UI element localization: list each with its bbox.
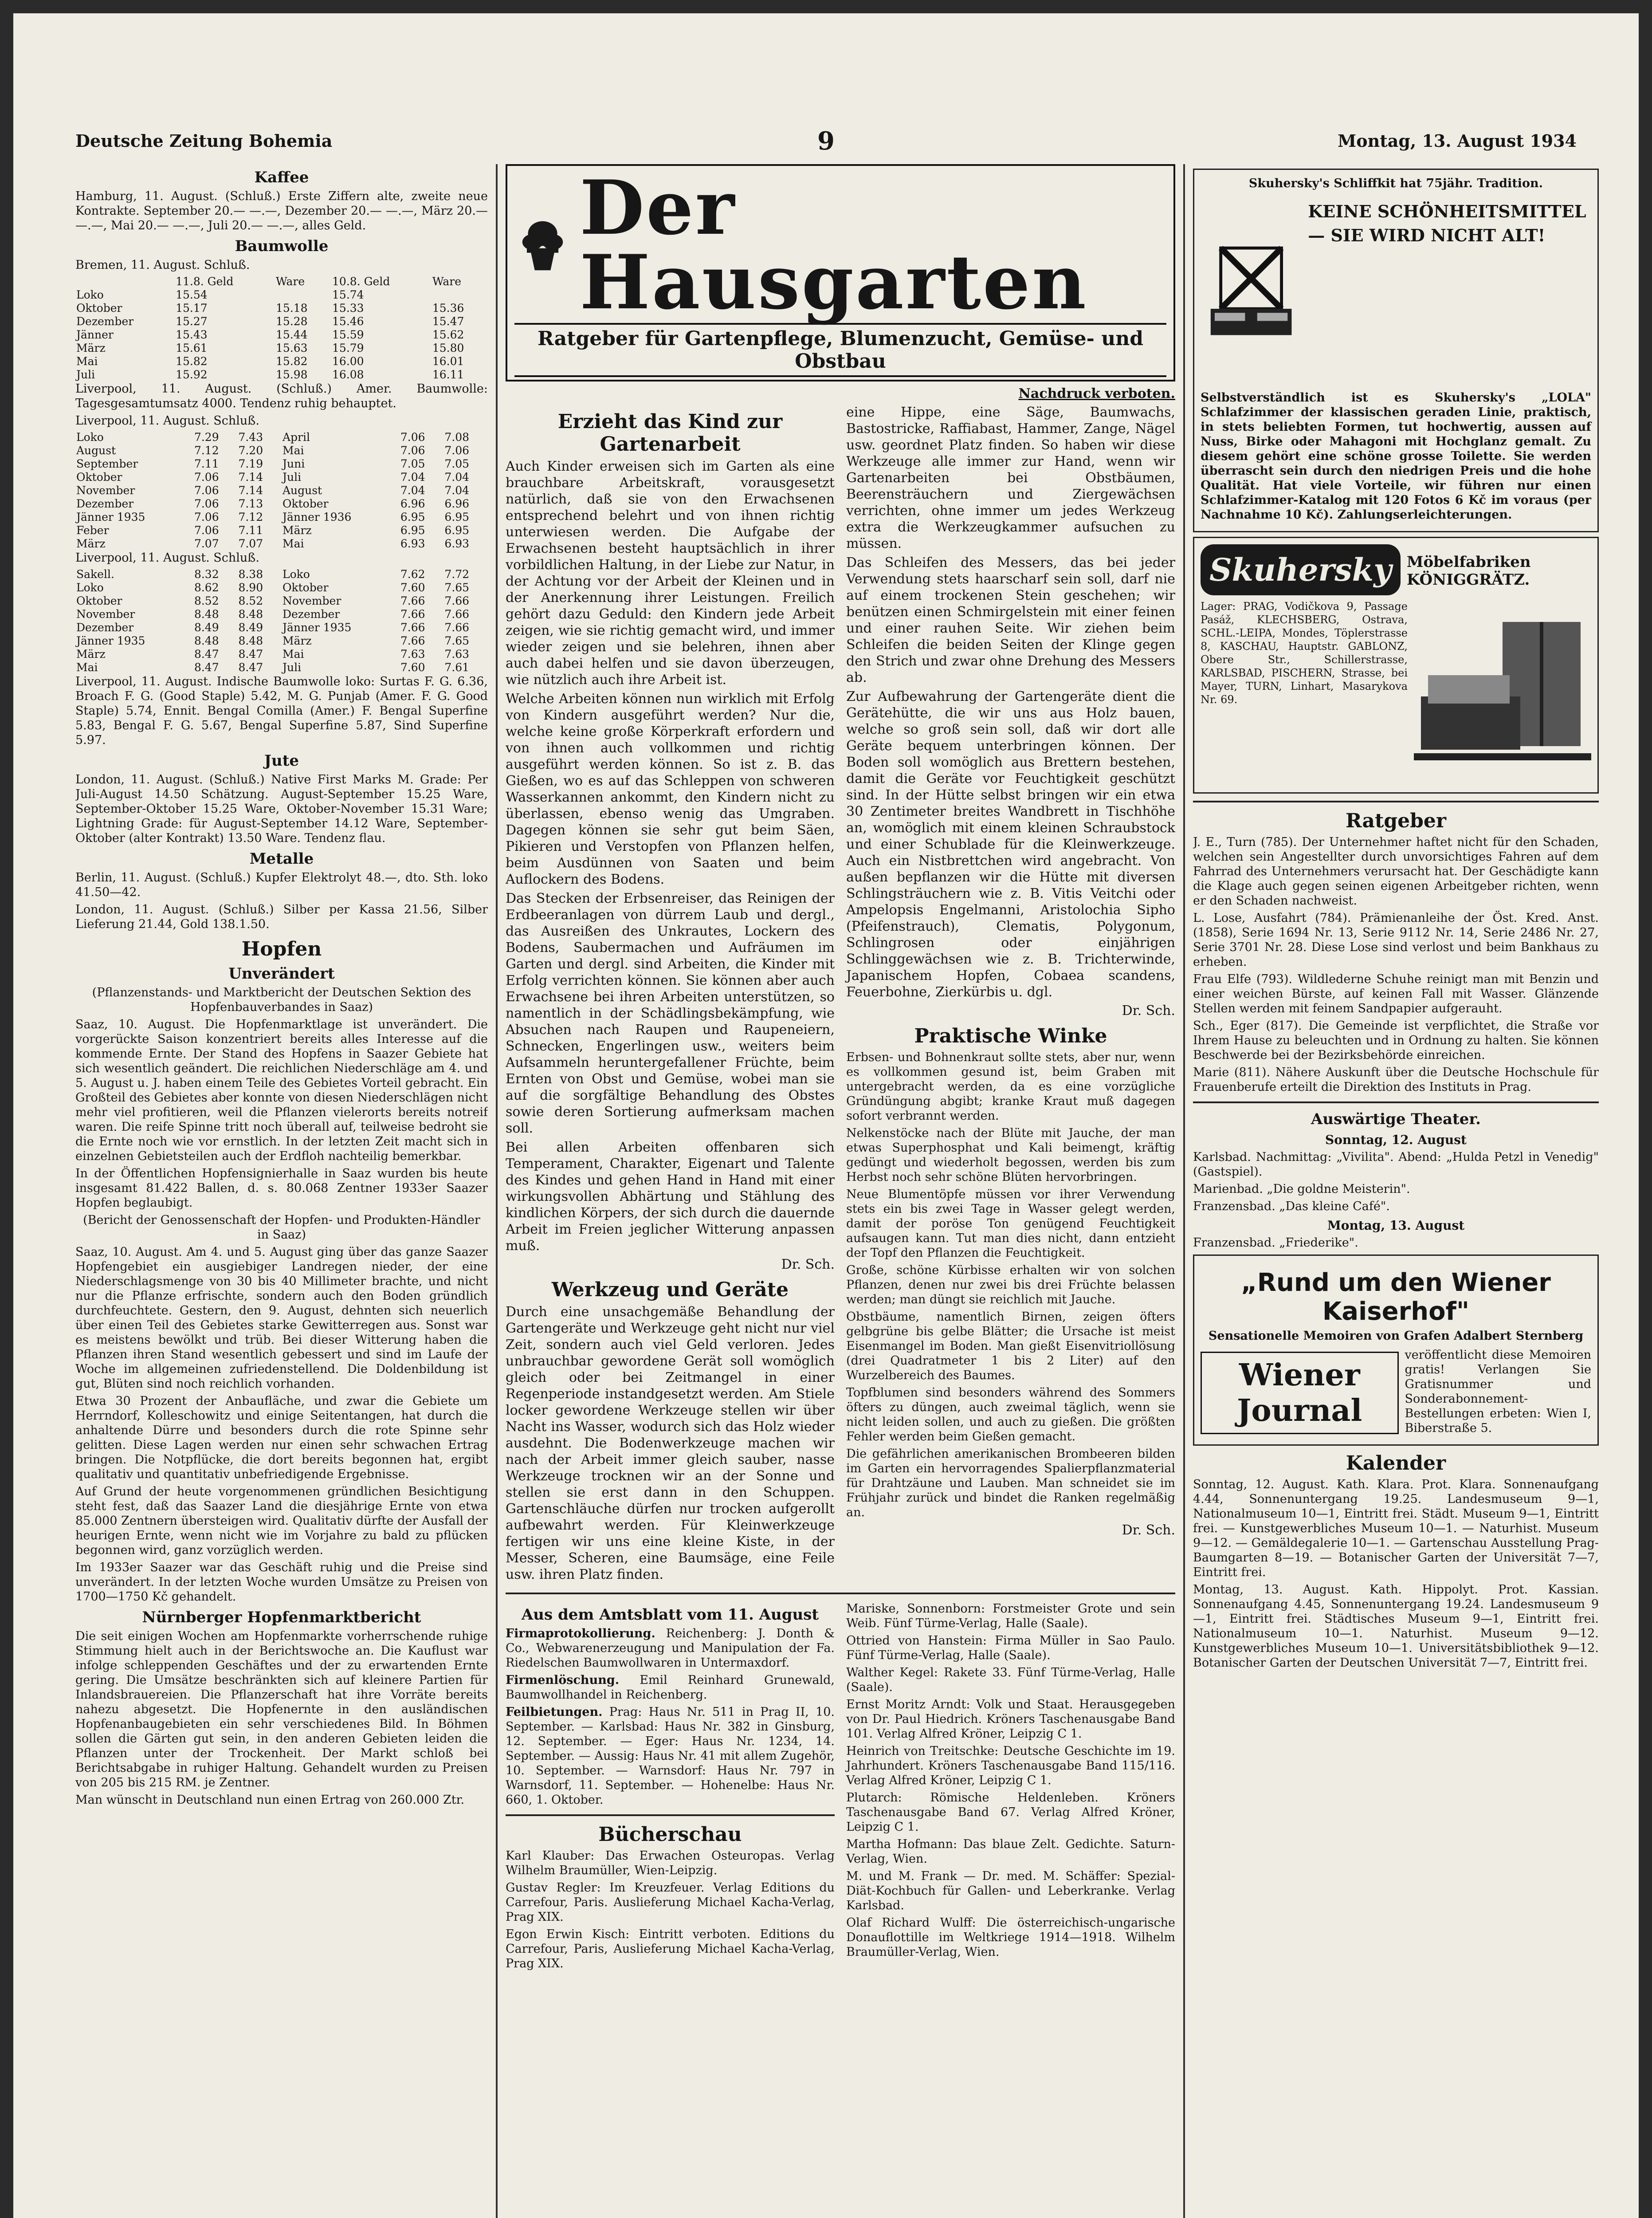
liverpool4-text: Liverpool, 11. August. Indische Baumwolle loko: Surtas F. G. 6.36, Broach F. G. (Good Staple) 5.42, M. G. Punjab (Amer. F. G. Good Staple) 5.74, Ennit. Bengal Comilla (Amer.) F. Bengal Superfine 5.83, Bengal F. G. 5.67, Bengal Superfine 5.87, Sind Superfine 5.97. [75, 675, 488, 747]
theater-entry: Marienbad. „Die goldne Meisterin". [1193, 1182, 1410, 1196]
table-cell: Oktober [76, 302, 122, 315]
table-cell: 8.32 [194, 568, 219, 581]
kaffee-text: Hamburg, 11. August. (Schluß.) Erste Ziffern alte, zweite neue Kontrakte. September 20.— —.—, Dezember 20.— —.—, März 20.— —.—, Mai 20.— —.—, Juli 20.— —.—, alles Geld. [75, 189, 488, 232]
table-cell: Dezember [76, 497, 134, 510]
table-row [75, 342, 488, 355]
table-row [75, 537, 488, 551]
table-cell: 7.19 [238, 457, 263, 470]
table-cell: 15.47 [432, 315, 464, 328]
jute-text: London, 11. August. (Schluß.) Native First Marks M. Grade: Per Juli-August 14.50 Schätzung. August-September 15.25 Ware, September-Oktober 15.25 Ware, Oktober-November 15.31 Ware; Lightning Grade: für August-September 14.12 Ware, September-Oktober (alter Kontrakt) 13.50 Ware. Tendenz flau. [75, 773, 488, 845]
table-cell: 7.12 [194, 444, 219, 457]
table-cell: 7.06 [194, 471, 219, 484]
book-entry: Karl Klauber: Das Erwachen Osteuropas. Verlag Wilhelm Braumüller, Wien-Leipzig. [506, 1849, 835, 1877]
hopfen-title: Hopfen [241, 938, 322, 960]
table-cell: Ware [275, 275, 305, 288]
table-cell: 15.54 [176, 288, 208, 301]
table-cell [275, 288, 331, 302]
metalle-text1: Berlin, 11. August. (Schluß.) Kupfer Elektrolyt 48.—, dto. Sth. loko 41.50—42. [75, 871, 488, 899]
liverpool2-table [75, 431, 488, 551]
table-cell: Dezember [76, 621, 134, 634]
table-cell: 10.8. Geld [332, 275, 390, 288]
table-cell: 15.17 [176, 302, 208, 315]
table-cell: 6.93 [444, 537, 470, 550]
kaffee-title: Kaffee [254, 169, 309, 186]
tip-paragraph: Topfblumen sind besonders während des Sommers öfters zu düngen, auch zweimal täglich, wenn sie nicht leiden sollen, und auch zu gießen. Die größten Fehler werden beim Gießen gemacht. [846, 1386, 1175, 1443]
table-cell: Dezember [76, 315, 134, 328]
theater-date: Sonntag, 12. August [1325, 1133, 1467, 1147]
masthead-title: Der Hausgarten [580, 164, 1088, 326]
table-cell [75, 275, 175, 288]
table-cell: 15.82 [176, 355, 208, 368]
table-cell: 7.07 [194, 537, 219, 550]
table-row [75, 431, 488, 444]
table-row [75, 315, 488, 328]
table-cell: Loko [76, 431, 104, 444]
table-row [75, 608, 488, 621]
section-rule [506, 1593, 1175, 1594]
table-cell: 15.27 [176, 315, 208, 328]
kalender-entry: Sonntag, 12. August. Kath. Klara. Prot. Klara. Sonnenaufgang 4.44, Sonnenuntergang 19.25. Landesmuseum 9—1, Nationalmuseum 10—1, Eintritt frei. Städt. Museum 9—1, Eintritt frei. — Kunstgewerbliches Museum 10—1. — Naturhist. Museum 9—12. — Gemäldegalerie 10—1. — Gartenschau Ausstellung Prag-Baumgarten 8—19. — Botanischer Garten der Universität 7—7, Eintritt frei. [1193, 1478, 1599, 1579]
table-cell: 7.65 [444, 634, 470, 647]
page-number: 9 [817, 126, 835, 156]
table-cell: August [282, 484, 322, 497]
book-entry: Ernst Moritz Arndt: Volk und Staat. Herausgegeben von Dr. Paul Hiedrich. Kröners Taschenausgabe Band 101. Verlag Alfred Kröner, Leipzig C 1. [846, 1698, 1175, 1741]
table-row [75, 497, 488, 511]
article-paragraph: Bei allen Arbeiten offenbaren sich Temperament, Charakter, Eigenart und Talente des Kindes und gehen Hand in Hand mit einer wirkungsvollen Abhärtung und Stählung des kindlichen Körpers, der sich durch die dauernde Arbeit im Freien jeglicher Witterung anpassen muß. [506, 1140, 835, 1254]
newspaper-name: Deutsche Zeitung Bohemia [75, 131, 333, 151]
article-paragraph: Durch eine unsachgemäße Behandlung der Gartengeräte und Werkzeuge geht nicht nur viel Zeit, sondern auch viel Geld verloren. Jedes unbrauchbar gewordene Gerät soll womöglich gleich oder bei Zeitmangel in einer Regenperiode instandgesetzt werden. Am Stiele locker gewordene Werkzeuge stellen wir über Nacht ins Wasser, wodurch sich das Holz wieder ausdehnt. Die Bodenwerkzeuge machen wir nach der Arbeit immer gleich sauber, nasse Werkzeuge trocknen wir an der Sonne und stellen sie erst dann in den Schuppen. Gartenschläuche dürfen nur trocken aufgerollt aufbewahrt werden. Für Kleinwerkzeuge fertigen wir uns eine kleine Kiste, in der Messer, Scheren, eine Baumsäge, eine Feile usw. ihren Platz finden. [506, 1304, 835, 1582]
table-cell: 15.82 [275, 355, 308, 368]
amtsblatt-sub: Firmenlöschung. [506, 1673, 620, 1687]
article-title: Erzieht das Kind zur Gartenarbeit [557, 410, 783, 456]
buecherschau-title: Bücherschau [598, 1823, 742, 1846]
table-header [75, 275, 488, 288]
hausgarten-masthead [506, 164, 1175, 381]
table-cell: Juli [76, 368, 95, 381]
hopfen-paragraph: In der Öffentlichen Hopfensignierhalle in Saaz wurden bis heute insgesamt 81.422 Ballen, d. s. 80.068 Zentner 1933er Saazer Hopfen beglaubigt. [75, 1167, 488, 1210]
liverpool2-line: Liverpool, 11. August. Schluß. [75, 414, 259, 428]
table-cell: 8.47 [194, 648, 219, 661]
table-row [75, 634, 488, 648]
table-cell: 15.18 [275, 302, 308, 315]
table-cell: 16.11 [432, 368, 464, 381]
ads-column [1193, 164, 1599, 2218]
table-cell: 7.04 [400, 471, 425, 484]
table-cell: Mai [282, 537, 304, 550]
table-cell: März [282, 634, 312, 647]
ratgeber-entry: J. E., Turn (785). Der Unternehmer haftet nicht für den Schaden, welchen sein Angestellter durch unvorsichtiges Fahren auf dem Fahrrad des Unternehmers verursacht hat. Der Geschädigte kann die Klage auch gegen seinen eigenen Arbeitgeber richten, wenn er den Schaden nachweist. [1193, 835, 1599, 908]
table-cell: 8.47 [194, 661, 219, 674]
table-cell: 7.13 [238, 497, 263, 510]
table-cell: Loko [76, 581, 104, 594]
amtsblatt-text: Reichenberg: J. Donth & Co., Webwarenerzeugung und Manipulation der Fa. Riedelschen Baumwollwaren in Untermaxdorf. [506, 1627, 835, 1670]
book-entry: Egon Erwin Kisch: Eintritt verboten. Editions du Carrefour, Paris, Auslieferung Michael Kacha-Verlag, Prag XIX. [506, 1927, 835, 1970]
ratgeber-entry: L. Lose, Ausfahrt (784). Prämienanleihe der Öst. Kred. Anst. (1858), Serie 1694 Nr. 13, Serie 9112 Nr. 14, Serie 2486 Nr. 27, Serie 3701 Nr. 28. Diese Lose sind verlost und beim Bankhaus zu erheben. [1193, 911, 1599, 969]
table-cell: 8.62 [194, 581, 219, 594]
article-paragraph: eine Hippe, eine Säge, Baumwachs, Bastostricke, Raffiabast, Hammer, Zange, Nägel usw. geordnet Platz finden. So haben wir diese Werkzeuge alle immer zur Hand, wenn wir Gartenarbeiten bei Obstbäumen, Beerensträuchern und Ziergewächsen verrichten, ohne immer um jedes Werkzeug extra die Werkzeugkammer aufsuchen zu müssen. [846, 405, 1175, 551]
table-row [75, 302, 488, 315]
ad-text: veröffentlicht diese Memoiren gratis! Verlangen Sie Gratisnummer und Sonderabonnement-Bestellungen erbeten: Wien I, Biberstraße 5. [1405, 1348, 1591, 1435]
article-signature: Dr. Sch. [781, 1257, 835, 1272]
theater-entry: Karlsbad. Nachmittag: „Vivilita". Abend: „Hulda Petzl in Venedig" (Gastspiel). [1193, 1150, 1599, 1179]
table-cell: 15.59 [332, 328, 364, 341]
table-cell: 6.95 [444, 524, 470, 537]
table-row [75, 471, 488, 484]
table-cell: 7.43 [238, 431, 263, 444]
table-row [75, 368, 488, 381]
plant-pot-icon [514, 212, 571, 278]
table-cell: 7.29 [194, 431, 219, 444]
table-cell: 7.20 [238, 444, 263, 457]
newspaper-page [13, 13, 1639, 2218]
table-cell: 7.06 [400, 444, 425, 457]
table-cell: 8.52 [238, 594, 263, 607]
table-cell: 15.62 [432, 328, 464, 341]
page-header [75, 126, 1577, 162]
book-entry: Mariske, Sonnenborn: Forstmeister Grote und sein Weib. Fünf Türme-Verlag, Halle (Saale). [846, 1602, 1175, 1630]
amtsblatt-sub: Feilbietungen. [506, 1705, 603, 1719]
table-cell: 7.06 [400, 431, 425, 444]
ad-title: „Rund um den Wiener Kaiserhof" [1241, 1268, 1551, 1326]
metalle-title: Metalle [249, 850, 314, 868]
article-title: Werkzeug und Geräte [551, 1278, 789, 1301]
table-cell: 7.04 [400, 484, 425, 497]
amtsblatt-text: Prag: Haus Nr. 511 in Prag II, 10. September. — Karlsbad: Haus Nr. 382 in Ginsburg, 12. September. — Eger: Haus Nr. 1234, 14. September. — Aussig: Haus Nr. 41 mit allem Zugehör, 10. September. — Warnsdorf: Haus Nr. 797 in Warnsdorf, 11. September. — Hohenelbe: Haus Nr. 660, 1. Oktober. [506, 1705, 835, 1807]
table-cell [432, 288, 488, 302]
table-row [75, 581, 488, 594]
ratgeber-entry: Sch., Eger (817). Die Gemeinde ist verpflichtet, die Straße vor Ihrem Hause zu beleuchten und in Ordnung zu halten. Sie können Beschwerde bei der Bezirksbehörde einreichen. [1193, 1019, 1599, 1062]
section-rule [506, 1814, 835, 1816]
table-cell: 7.66 [444, 621, 470, 634]
table-cell: Jänner 1935 [76, 634, 145, 647]
article-signature: Dr. Sch. [1122, 1522, 1175, 1538]
table-cell: 7.14 [238, 471, 263, 484]
table-cell: 8.48 [238, 634, 263, 647]
metalle-text2: London, 11. August. (Schluß.) Silber per Kassa 21.56, Silber Lieferung 21.44, Gold 138.1.50. [75, 903, 488, 931]
table-cell: 6.96 [400, 497, 425, 510]
table-cell: 7.04 [444, 484, 470, 497]
table-cell: 8.47 [238, 661, 263, 674]
table-cell: Mai [282, 648, 304, 661]
theater-date: Montag, 13. August [1327, 1218, 1465, 1233]
article-paragraph: Welche Arbeiten können nun wirklich mit Erfolg von Kindern ausgeführt werden? Nur die, welche keine große Körperkraft erfordern und von ihnen auch vollkommen und richtig ausgeführt werden können. So ist z. B. das Gießen, wo es auf das Schleppen von schweren Wasserkannen ankommt, den Kindern nicht zu überlassen, ebenso wenig das Umgraben. Dagegen können sie sehr gut beim Säen, Pikieren und Verstopfen von Pflanzen helfen, beim Ausdünnen von Saaten und beim Auflockern des Bodens. [506, 691, 835, 887]
tip-paragraph: Die gefährlichen amerikanischen Brombeeren bilden im Garten ein hervorragendes Spalierpflanzmaterial für Drahtzäune und Lauben. Man schneidet sie im Frühjahr zurück und bindet die Ranken regelmäßig an. [846, 1447, 1175, 1519]
table-cell: 15.74 [332, 288, 364, 301]
table-cell: 6.95 [400, 524, 425, 537]
book-entry: Olaf Richard Wulff: Die österreichisch-ungarische Donauflottille im Weltkriege 1914—1918. Wilhelm Braumüller-Verlag, Wien. [846, 1916, 1175, 1959]
book-entry: M. und M. Frank — Dr. med. M. Schäffer: Spezial-Diät-Kochbuch für Gallen- und Leberkranke. Verlag Karlsbad. [846, 1869, 1175, 1912]
table-cell: April [282, 431, 310, 444]
ad-text: Lager: PRAG, Vodičkova 9, Passage Pasáž, KLECHSBERG, Ostrava, SCHL.-LEIPA, Mondes, Töplerstrasse 8, KASCHAU, Hauptstr. GABLONZ, Obere Str., Schillerstrasse, KARLSBAD, PISCHERN, Strasse, bei Mayer, TURN, Linhart, Masarykova Nr. 69. [1201, 600, 1408, 706]
liverpool3-line: Liverpool, 11. August. Schluß. [75, 551, 259, 565]
table-cell: September [76, 457, 138, 470]
table-cell: 16.08 [332, 368, 364, 381]
theater-entry: Franzensbad. „Friederike". [1193, 1236, 1358, 1250]
amtsblatt-text: Emil Reinhard Grunewald, Baumwollhandel in Reichenberg. [506, 1673, 835, 1702]
table-cell: 8.49 [194, 621, 219, 634]
table-cell: Jänner 1935 [282, 621, 352, 634]
table-cell: 7.05 [444, 457, 470, 470]
table-cell: 7.62 [400, 568, 425, 581]
table-row [75, 648, 488, 661]
table-cell: November [76, 608, 135, 621]
table-cell: 7.72 [444, 568, 470, 581]
lower-right [846, 1601, 1175, 1974]
table-cell: 7.63 [400, 648, 425, 661]
kalender-title: Kalender [1346, 1452, 1446, 1475]
table-cell: 8.48 [238, 608, 263, 621]
moebel-ad [1193, 537, 1599, 794]
bremen-table [75, 275, 488, 381]
reprint-notice: Nachdruck verboten. [1018, 386, 1175, 401]
wiener-journal-ad [1193, 1255, 1599, 1446]
section-rule [1193, 1101, 1599, 1103]
table-cell: 7.66 [444, 608, 470, 621]
table-cell: 15.33 [332, 302, 364, 315]
table-cell: Loko [76, 288, 104, 301]
ratgeber-title: Ratgeber [1345, 810, 1447, 832]
tip-paragraph: Erbsen- und Bohnenkraut sollte stets, aber nur, wenn es vollkommen gesund ist, beim Graben mit untergebracht werden, da es eine vorzügliche Gründüngung abgibt; kranke Kraut muß dagegen sofort verbrannt werden. [846, 1050, 1175, 1123]
tip-paragraph: Nelkenstöcke nach der Blüte mit Jauche, der man etwas Superphosphat und Kali beimengt, kräftig gedüngt und wiederholt begossen, werden bis zum Herbst noch sehr schöne Blüten hervorbringen. [846, 1126, 1175, 1184]
table-cell: Jänner 1935 [76, 511, 145, 523]
jute-title: Jute [264, 752, 299, 770]
nuernberg-end: Man wünscht in Deutschland nun einen Ertrag von 260.000 Ztr. [75, 1793, 465, 1807]
brand-logo: Skuhersky [1201, 544, 1401, 595]
table-cell: Sakell. [76, 568, 114, 581]
table-cell: 8.48 [194, 634, 219, 647]
table-cell: Mai [76, 661, 98, 674]
table-cell: 6.96 [444, 497, 470, 510]
table-cell: August [76, 444, 116, 457]
book-entry: Gustav Regler: Im Kreuzfeuer. Verlag Editions du Carrefour, Paris. Auslieferung Michael Kacha-Verlag, Prag XIX. [506, 1881, 835, 1924]
table-cell: 7.06 [194, 497, 219, 510]
table-cell: 7.14 [238, 484, 263, 497]
book-entry: Plutarch: Römische Heldenleben. Kröners Taschenausgabe Band 67. Verlag Alfred Kröner, Leipzig C 1. [846, 1791, 1175, 1834]
book-entry: Ottried von Hanstein: Firma Müller in Sao Paulo. Fünf Türme-Verlag, Halle (Saale). [846, 1634, 1175, 1662]
kalender-entry: Montag, 13. August. Kath. Hippolyt. Prot. Kassian. Sonnenaufgang 4.45, Sonnenuntergang 19.24. Landesmuseum 9—1, Eintritt frei. Städtisches Museum 9—1, Eintritt frei. Nationalmuseum 10—1. Naturhist. Museum 9—12. Kunstgewerbliches Museum 10—1. Universitätsbibliothek 9—12. Botanischer Garten der Deutschen Universität 7—7, Eintritt frei. [1193, 1583, 1599, 1670]
table-cell: 7.66 [400, 608, 425, 621]
table-cell: November [76, 484, 135, 497]
table-cell: 8.90 [238, 581, 263, 594]
table-row [75, 524, 488, 537]
table-cell: November [282, 594, 341, 607]
table-cell: 11.8. Geld [176, 275, 234, 288]
table-cell: 7.06 [444, 444, 470, 457]
table-cell: 7.66 [400, 621, 425, 634]
table-cell: 7.61 [444, 661, 470, 674]
theater-title: Auswärtige Theater. [1311, 1110, 1481, 1128]
baumwolle-title: Baumwolle [235, 237, 329, 255]
market-column [75, 164, 488, 2218]
table-cell: 15.28 [275, 315, 308, 328]
table-cell: Jänner [76, 328, 114, 341]
table-cell: März [282, 524, 312, 537]
hausgarten-body [506, 404, 1175, 1585]
table-cell: 15.61 [176, 342, 208, 354]
table-cell: Oktober [76, 471, 122, 484]
table-cell: März [76, 648, 106, 661]
column-rule [496, 164, 498, 2218]
hopfen-subtitle: Unverändert [228, 965, 335, 983]
table-cell: 6.95 [444, 511, 470, 523]
liverpool1-text: Liverpool, 11. August. (Schluß.) Amer. Baumwolle: Tagesgesamtumsatz 4000. Tendenz ruhig behauptet. [75, 382, 488, 410]
hopfen-paragraph: Etwa 30 Prozent der Anbaufläche, und zwar die Gebiete um Herrndorf, Kolleschowitz und einige Seitentangen, hat durch die anhaltende Dürre und besonders durch die rote Spinne sehr gelitten. Diese Lagen werden nur einen sehr schwachen Ertrag bringen. Die Notpflücke, die dort bereits begonnen hat, ergibt qualitativ und quantitativ unbefriedigende Ergebnisse. [75, 1394, 488, 1481]
table-cell: 7.66 [400, 594, 425, 607]
table-cell: Jänner 1936 [282, 511, 352, 523]
table-cell: 15.98 [275, 368, 308, 381]
issue-date: Montag, 13. August 1934 [1338, 131, 1577, 151]
table-cell: 7.60 [400, 581, 425, 594]
table-cell: Feber [76, 524, 109, 537]
tip-paragraph: Große, schöne Kürbisse erhalten wir von solchen Pflanzen, denen nur zwei bis drei Früchte belassen werden; man düngt sie reichlich mit Jauche. [846, 1263, 1175, 1306]
tip-paragraph: Obstbäume, namentlich Birnen, zeigen öfters gelbgrüne bis gelbe Blätter; die Ursache ist meist Eisenmangel im Boden. Man gießt Eisenvitriollösung (drei Quadratmeter 1 bis 2 Liter) auf den Wurzelbereich des Baumes. [846, 1310, 1175, 1382]
lower-section [506, 1601, 1175, 1974]
table-cell: 7.05 [400, 457, 425, 470]
hausgarten-section [506, 164, 1175, 2218]
table-row [75, 444, 488, 457]
table-cell: Oktober [282, 581, 329, 594]
article-title: Praktische Winke [914, 1025, 1107, 1047]
table-row [75, 661, 488, 674]
vanity-mirror-illustration [1201, 195, 1302, 386]
ratgeber-entry: Frau Elfe (793). Wildlederne Schuhe reinigt man mit Benzin und einer weichen Bürste, auf keinen Fall mit Wasser. Glänzende Stellen werden mit feinem Sandpapier aufgerauht. [1193, 972, 1599, 1015]
hopfen-paragraph: Saaz, 10. August. Die Hopfenmarktlage ist unverändert. Die vorgerückte Saison konzentriert bereits alles Interesse auf die kommende Ernte. Der Stand des Hopfens in Saazer Gebiete hat sich wesentlich geändert. Die reichlichen Niederschläge am 4. und 5. August u. J. haben einem Teile des Gebietes Vorteil gebracht. Ein Großteil des Gebietes aber konnte von diesen Niederschlägen nicht mehr viel profitieren, weil die Pflanzen vielerorts bereits notreif waren. Die reife Spinne tritt noch überall auf, teilweise bedroht sie die Ernte noch wie vor ernstlich. In der letzten Zeit macht sich in einzelnen Gebietsteilen auch der Erdfloh nachteilig bemerkbar. [75, 1018, 488, 1163]
section-rule [1193, 801, 1599, 802]
table-cell: 8.47 [238, 648, 263, 661]
table-cell: 7.11 [194, 457, 219, 470]
table-cell: 7.65 [444, 581, 470, 594]
wardrobe-illustration [1414, 600, 1591, 786]
table-cell: Juni [282, 457, 305, 470]
ad-subtitle: Sensationelle Memoiren von Grafen Adalbert Sternberg [1208, 1329, 1584, 1343]
masthead-subtitle: Ratgeber für Gartenpflege, Blumenzucht, Gemüse- und Obstbau [514, 323, 1166, 377]
hopfen-paragraph: Auf Grund der heute vorgenommenen gründlichen Besichtigung steht fest, daß das Saazer Land die diesjährige Ernte von etwa 85.000 Zentnern übersteigen wird. Qualitativ dürfte der Ausfall der heurigen Ernte, wenn nicht wie im Vorjahre zu bald zu pflücken begonnen wird, ganz vorzüglich werden. [75, 1485, 488, 1557]
table-cell: 7.12 [238, 511, 263, 523]
table-row [75, 288, 488, 302]
table-cell: Oktober [76, 594, 122, 607]
ad-slogan: KEINE SCHÖNHEITSMITTEL — SIE WIRD NICHT ALT! [1308, 201, 1586, 245]
nuernberg-title: Nürnberger Hopfenmarktbericht [142, 1608, 421, 1626]
table-cell: Mai [282, 444, 304, 457]
lower-left [506, 1601, 835, 1974]
table-cell: 8.49 [238, 621, 263, 634]
skuhersky-ad [1193, 169, 1599, 532]
table-cell: 7.06 [194, 484, 219, 497]
book-entry: Martha Hofmann: Das blaue Zelt. Gedichte. Saturn-Verlag, Wien. [846, 1837, 1175, 1866]
table-cell: 15.80 [432, 342, 464, 354]
table-cell: 16.00 [332, 355, 364, 368]
table-cell: 7.06 [194, 524, 219, 537]
table-cell: 7.60 [400, 661, 425, 674]
table-row [75, 568, 488, 581]
table-cell: Juli [282, 471, 302, 484]
table-cell: März [76, 342, 106, 354]
table-cell: 15.79 [332, 342, 364, 354]
hopfen-paragraph: Im 1933er Saazer war das Geschäft ruhig und die Preise sind unverändert. In der letzten Woche wurden Umsätze zu Preisen von 1700—1750 Kč gehandelt. [75, 1561, 488, 1604]
hopfen-bericht: (Pflanzenstands- und Marktbericht der Deutschen Sektion des Hopfenbauverbandes in Saaz) [92, 986, 471, 1014]
table-cell: Dezember [282, 608, 340, 621]
table-cell: 7.66 [400, 634, 425, 647]
table-row [75, 484, 488, 497]
table-cell: 7.08 [444, 431, 470, 444]
table-row [75, 355, 488, 368]
table-cell: 15.44 [275, 328, 308, 341]
amtsblatt-sub: Firmaprotokollierung. [506, 1627, 655, 1640]
table-cell: 8.48 [194, 608, 219, 621]
liverpool3-table [75, 568, 488, 674]
table-cell: 15.92 [176, 368, 208, 381]
table-cell: Oktober [282, 497, 329, 510]
amtsblatt-title: Aus dem Amtsblatt vom 11. August [521, 1606, 819, 1624]
table-cell: Juli [282, 661, 302, 674]
table-cell: 15.46 [332, 315, 364, 328]
table-cell: 15.63 [275, 342, 308, 354]
table-cell: 15.36 [432, 302, 464, 315]
table-cell: 6.95 [400, 511, 425, 523]
table-cell: März [76, 537, 106, 550]
table-cell: 8.52 [194, 594, 219, 607]
hausgarten-left [506, 404, 835, 1585]
table-cell: 7.04 [444, 471, 470, 484]
table-cell: 6.93 [400, 537, 425, 550]
table-row [75, 511, 488, 524]
table-cell: 15.43 [176, 328, 208, 341]
article-paragraph: Das Schleifen des Messers, das bei jeder Verwendung stets haarscharf sein soll, darf nie auf einem trockenen Stein geschehen; wir benützen einen Schmirgelstein mit einer feinen und einer rauhen Seite. Wir ziehen beim Schleifen die beiden Seiten der Klinge gegen den Strich und zwar ohne Drehung des Messers ab. [846, 555, 1175, 685]
book-entry: Heinrich von Treitschke: Deutsche Geschichte im 19. Jahrhundert. Kröners Taschenausgabe Band 115/116. Verlag Alfred Kröner, Leipzig C 1. [846, 1744, 1175, 1787]
table-row [75, 457, 488, 471]
book-entry: Walther Kegel: Rakete 33. Fünf Türme-Verlag, Halle (Saale). [846, 1666, 1175, 1694]
table-row [75, 594, 488, 608]
ad-headline: Möbelfabriken KÖNIGGRÄTZ. [1406, 553, 1531, 589]
table-cell: 7.07 [238, 537, 263, 550]
article-paragraph: Zur Aufbewahrung der Gartengeräte dient die Gerätehütte, die wir uns aus Holz bauen, welche so groß sein soll, daß wir dort alle Geräte bequem unterbringen können. Der Boden soll womöglich aus Brettern bestehen, damit die Geräte vor Feuchtigkeit geschützt sind. In der Hütte selbst bringen wir ein etwa 30 Zentimeter breites Wandbrett in Tischhöhe an, womöglich mit einem kleinen Schraubstock und einer Schublade für die Kleinwerkzeuge. Auch ein Nistbrettchen wird angebracht. Von außen bepflanzen wir die Hütte mit diversen Schlingsträuchern wie z. B. Vitis Veitchi oder Ampelopsis Engelmanni, Aristolochia Sipho (Pfeifenstrauch), Clematis, Polygonum, Schlingrosen oder einjährigen Schlinggewächsen wie z. B. Trichterwinde, Japanischem Hopfen, Cobaea scandens, Feuerbohne, Zierkürbis u. dgl. [846, 689, 1175, 1000]
bremen-line: Bremen, 11. August. Schluß. [75, 258, 250, 272]
table-cell: 7.63 [444, 648, 470, 661]
table-cell: 7.06 [194, 511, 219, 523]
journal-logo: Wiener Journal [1201, 1352, 1399, 1434]
hausgarten-right [846, 404, 1175, 1585]
table-cell: Loko [282, 568, 310, 581]
table-row [75, 621, 488, 634]
column-rule [1183, 164, 1185, 2218]
hopfen-paragraph: Saaz, 10. August. Am 4. und 5. August ging über das ganze Saazer Hopfengebiet ein ausgiebiger Landregen nieder, der eine Niederschlagsmenge von 30 bis 40 Millimeter brachte, und nicht nur die Pflanze erfrischte, sondern auch den Boden gründlich durchfeuchtete. Gestern, den 9. August, dehnten sich neuerlich über einen Teil des Gebietes starke Gewitterregen aus. Sonst war es meistens bewölkt und trüb. Bei dieser Witterung haben die Pflanzen ihren Stand wesentlich gebessert und sind im Laufe der Woche im allgemeinen zufriedenstellend. Die Doldenbildung ist gut, Blüten sind noch reichlich vorhanden. [75, 1245, 488, 1391]
article-paragraph: Das Stecken der Erbsenreiser, das Reinigen der Erdbeeranlagen von dürrem Laub und dergl., das Ausreißen des Unkrautes, Lockern des Bodens, Saubermachen und Aufräumen im Garten und dergl. sind Arbeiten, die Kinder mit Erfolg verrichten können. Sie können aber auch Erwachsene bei ihren Arbeiten unterstützen, so namentlich in der Schädlingsbekämpfung, wie Absuchen nach Raupen und Raupeneiern, Schnecken, Engerlingen usw., weiters beim Aufsammeln heruntergefallener Früchte, beim Ernten von Obst und Gemüse, wobei man sie auf die sorgfältige Behandlung des Obstes sowie deren Sortierung aufmerksam machen soll. [506, 891, 835, 1136]
table-cell: Ware [432, 275, 462, 288]
table-row [75, 328, 488, 342]
article-signature: Dr. Sch. [1122, 1003, 1175, 1019]
ad-text: Selbstverständlich ist es Skuhersky's „LOLA" Schlafzimmer der klassischen geraden Linie, praktisch, in stets beliebten Formen, tut hochwertig, aussen auf Nuss, Birke oder Mahagoni mit Hochglanz gemalt. Zu diesem gehört eine schöne grosse Toilette. Sie werden überrascht sein durch den niedrigen Preis und die hohe Qualität. Hat viele Vorteile, wir führen nur einen Schlafzimmer-Katalog mit 120 Fotos 6 Kč im voraus (per Nachnahme 10 Kč). Zahlungserleichterungen. [1201, 391, 1591, 522]
article-paragraph: Auch Kinder erweisen sich im Garten als eine brauchbare Arbeitskraft, vorausgesetzt natürlich, daß sie von den Erwachsenen entsprechend belehrt und von ihnen richtig unterwiesen werden. Die Aufgabe der Erwachsenen besteht hauptsächlich in ihrer vorbildlichen Haltung, in der Liebe zur Natur, in der Achtung vor der Arbeit der Kleinen und in der Anerkennung ihrer Leistungen. Freilich gehört dazu Geduld: den Kindern jede Arbeit zeigen, wie sie richtig gemacht wird, und immer wieder zeigen und sie belehren, ihnen aber auch dabei helfen und sie davon überzeugen, wie nützlich auch ihre Arbeit ist. [506, 459, 835, 688]
table-cell: 7.11 [238, 524, 263, 537]
table-cell: 16.01 [432, 355, 464, 368]
nuernberg-paragraph: Die seit einigen Wochen am Hopfenmarkte vorherrschende ruhige Stimmung hielt auch in der Berichtswoche an. Die Kauflust war infolge schleppenden Geschäftes und der zu erwartenden Ernte gering. Die Umsätze beschränkten sich auf kleinere Partien für Inlandsbrauereien. Die Pflanzerschaft hat ihre Vorräte bereits nahezu abgesetzt. Die Hopfenernte in den ausländischen Hopfenanbaugebieten ein sehr verschiedenes Bild. In Böhmen sollen die Gärten gut sein, in den anderen Gebieten leiden die Pflanzen unter der Trockenheit. Der Markt schloß bei Berichtsabgabe in ruhiger Haltung. Gehandelt wurden zu Preisen von 205 bis 215 RM. je Zentner. [75, 1629, 488, 1789]
ratgeber-entry: Marie (811). Nähere Auskunft über die Deutsche Hochschule für Frauenberufe erteilt die Direktion des Instituts in Prag. [1193, 1066, 1599, 1094]
table-cell: Mai [76, 355, 98, 368]
ad-headline: Skuhersky's Schliffkit hat 75jähr. Tradition. [1248, 177, 1543, 190]
table-cell: 8.38 [238, 568, 263, 581]
theater-entry: Franzensbad. „Das kleine Café". [1193, 1199, 1390, 1213]
table-cell: 7.66 [444, 594, 470, 607]
tip-paragraph: Neue Blumentöpfe müssen vor ihrer Verwendung stets ein bis zwei Tage in Wasser gelegt werden, damit der poröse Ton genügend Feuchtigkeit aufsaugen kann. Tut man dies nicht, dann entzieht der Topf den Pflanzen die Feuchtigkeit. [846, 1188, 1175, 1260]
hopfen-bericht2: (Bericht der Genossenschaft der Hopfen- und Produkten-Händler in Saaz) [83, 1213, 480, 1242]
